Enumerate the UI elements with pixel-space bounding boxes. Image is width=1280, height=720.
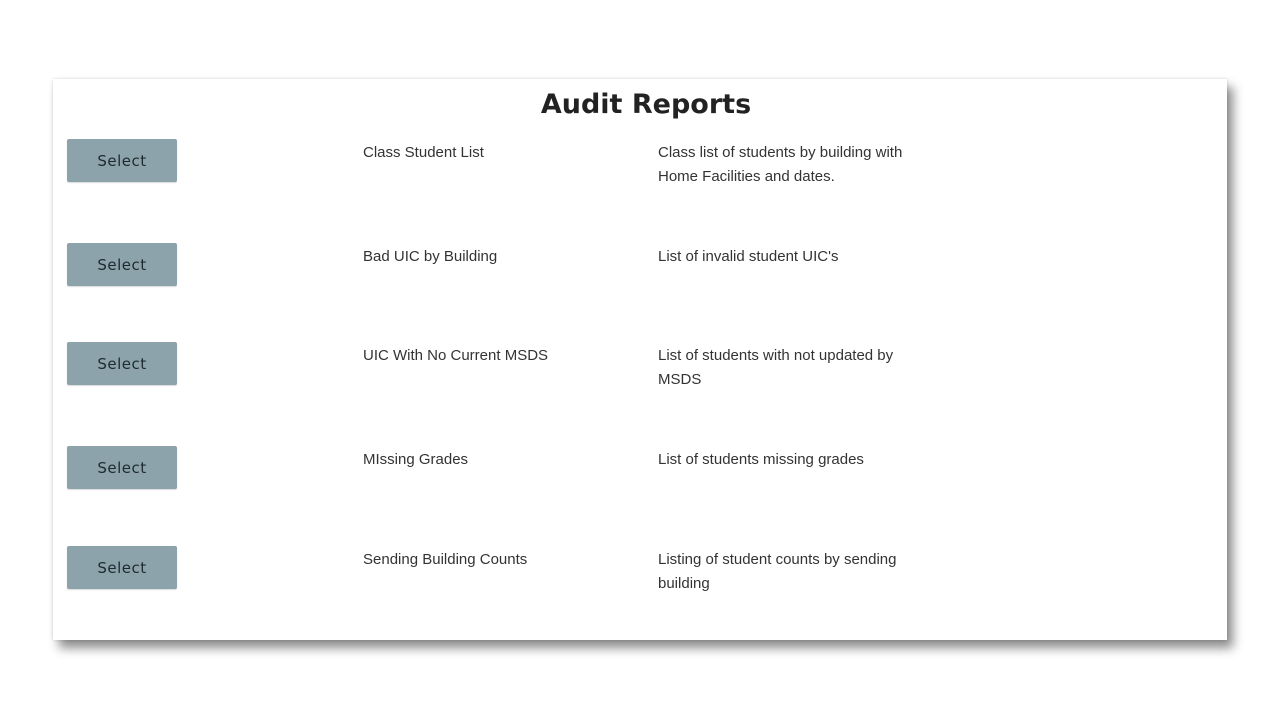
report-row xyxy=(53,446,1227,536)
report-description: Listing of student counts by sending building xyxy=(658,551,897,592)
select-button[interactable]: Select xyxy=(67,546,177,589)
page-title: Audit Reports xyxy=(540,89,752,120)
report-row xyxy=(53,139,1227,229)
select-button[interactable]: Select xyxy=(67,342,177,385)
report-name: Class Student List xyxy=(363,144,484,161)
select-button[interactable]: Select xyxy=(67,446,177,489)
report-description: List of students missing grades xyxy=(658,451,864,468)
report-description: Class list of students by building with Home Facilities and dates. xyxy=(658,144,903,185)
report-row xyxy=(53,342,1227,432)
report-name: UIC With No Current MSDS xyxy=(363,347,549,364)
audit-reports-panel xyxy=(53,79,1227,640)
report-description: List of students with not updated by MSDS xyxy=(658,347,894,388)
report-row xyxy=(53,546,1227,636)
report-name: MIssing Grades xyxy=(363,451,469,468)
select-button[interactable]: Select xyxy=(67,139,177,182)
report-name: Sending Building Counts xyxy=(363,551,528,568)
report-name: Bad UIC by Building xyxy=(363,248,498,265)
select-button[interactable]: Select xyxy=(67,243,177,286)
report-row xyxy=(53,243,1227,333)
report-description: List of invalid student UIC's xyxy=(658,248,839,265)
